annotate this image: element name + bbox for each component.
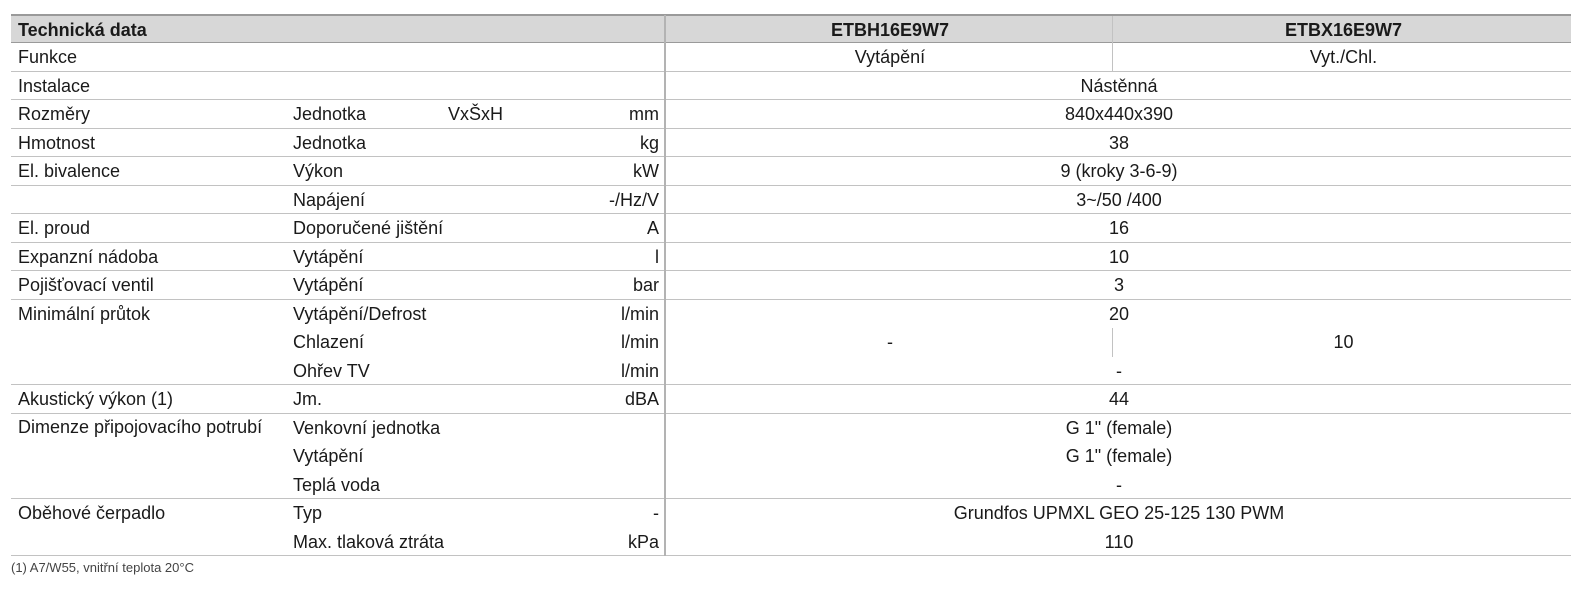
column-divider [664, 185, 666, 215]
param-label: El. proud [18, 218, 91, 238]
value-cell-model-1: - [887, 332, 893, 352]
param-label: Dimenze připojovacího potrubí [18, 416, 263, 437]
table-row [11, 471, 1571, 500]
unit-label: l/min [620, 360, 659, 381]
value-cell-model-1: Vytápění [854, 47, 926, 67]
table-row [11, 100, 1571, 129]
table-row [11, 72, 1571, 101]
param-label: El. bivalence [18, 161, 121, 181]
sub-param-label: Jednotka [293, 132, 367, 153]
column-divider [664, 470, 666, 500]
table-row [11, 214, 1571, 243]
column-divider [664, 242, 666, 272]
column-divider [664, 156, 666, 186]
value-cell: G 1" (female) [1065, 446, 1173, 466]
model-divider [1112, 328, 1113, 357]
value-cell: 840x440x390 [1064, 104, 1174, 124]
column-divider [664, 413, 666, 443]
value-cell: 9 (kroky 3-6-9) [1060, 161, 1178, 181]
table-row [11, 157, 1571, 186]
unit-label: l [655, 246, 659, 267]
sub-param-label: Venkovní jednotka [293, 417, 441, 438]
column-divider [664, 356, 666, 386]
sub-param-label: Vytápění [293, 446, 364, 466]
sub-param-label: Vytápění [293, 246, 364, 267]
model-divider [1112, 43, 1113, 72]
condition-label: VxŠxH [448, 104, 504, 124]
unit-label: l/min [620, 332, 659, 352]
param-label: Oběhové čerpadlo [18, 503, 166, 523]
sub-param-label: Typ [293, 503, 323, 523]
unit-label: l/min [620, 303, 659, 324]
table-title: Technická data [18, 20, 147, 40]
column-divider [664, 441, 666, 471]
column-divider [664, 270, 666, 300]
table-body [11, 43, 1571, 556]
table-row [11, 300, 1571, 329]
sub-param-label: Vytápění [293, 275, 364, 295]
model-2-header: ETBX16E9W7 [1284, 20, 1403, 40]
unit-label: mm [629, 104, 659, 124]
unit-label: kW [633, 161, 659, 181]
spec-table [11, 14, 1571, 556]
table-row [11, 499, 1571, 528]
unit-label: - [653, 503, 659, 523]
column-divider [664, 527, 666, 557]
value-cell: Nástěnná [1080, 75, 1158, 96]
table-row [11, 129, 1571, 158]
value-cell: 10 [1108, 246, 1130, 267]
value-cell: - [1116, 360, 1122, 381]
value-cell: 38 [1108, 132, 1130, 153]
column-divider [664, 327, 666, 357]
param-label: Pojišťovací ventil [18, 275, 154, 295]
column-divider [664, 384, 666, 414]
unit-label: kPa [627, 531, 659, 552]
value-cell: 110 [1104, 531, 1134, 552]
table-row [11, 186, 1571, 215]
param-label: Minimální průtok [18, 303, 151, 324]
value-cell: 44 [1108, 389, 1130, 409]
value-cell: Grundfos UPMXL GEO 25-125 130 PWM [953, 503, 1285, 523]
param-label: Funkce [18, 47, 78, 67]
value-cell-model-2: 10 [1333, 332, 1354, 352]
unit-label: A [646, 218, 659, 238]
sub-param-label: Doporučené jištění [293, 218, 444, 238]
model-divider [1112, 16, 1113, 43]
unit-label: bar [632, 275, 659, 295]
table-row [11, 328, 1571, 357]
table-row [11, 271, 1571, 300]
value-cell: 3 [1113, 275, 1124, 295]
param-label: Expanzní nádoba [18, 246, 159, 267]
param-label: Hmotnost [18, 132, 96, 153]
table-row [11, 528, 1571, 557]
param-label: Instalace [18, 75, 91, 96]
unit-label: kg [639, 132, 659, 153]
table-row [11, 385, 1571, 414]
sub-param-label: Chlazení [293, 332, 365, 352]
value-cell: 16 [1108, 218, 1130, 238]
column-divider [664, 15, 666, 43]
sub-param-label: Výkon [293, 161, 344, 181]
column-divider [664, 128, 666, 158]
table-row [11, 43, 1571, 72]
unit-label: dBA [624, 389, 659, 409]
sub-param-label: Teplá voda [293, 474, 381, 495]
value-cell: G 1" (female) [1065, 417, 1173, 438]
table-row [11, 357, 1571, 386]
param-label: Rozměry [18, 104, 91, 124]
sub-param-label: Jednotka [293, 104, 367, 124]
value-cell-model-2: Vyt./Chl. [1309, 47, 1378, 67]
column-divider [664, 42, 666, 72]
table-row [11, 414, 1571, 443]
table-header [11, 14, 1571, 43]
column-divider [664, 213, 666, 243]
param-label: Akustický výkon (1) [18, 389, 174, 409]
model-1-header: ETBH16E9W7 [830, 20, 950, 40]
column-divider [664, 299, 666, 329]
value-cell: - [1116, 474, 1122, 495]
value-cell: 3~/50 /400 [1076, 189, 1162, 210]
footnote: (1) A7/W55, vnitřní teplota 20°C [11, 560, 194, 575]
column-divider [664, 498, 666, 528]
unit-label: -/Hz/V [608, 189, 659, 210]
sub-param-label: Napájení [293, 189, 366, 210]
sub-param-label: Jm. [293, 389, 322, 409]
table-row [11, 243, 1571, 272]
column-divider [664, 71, 666, 101]
value-cell: 20 [1108, 303, 1130, 324]
sub-param-label: Ohřev TV [293, 360, 370, 381]
sub-param-label: Vytápění/Defrost [293, 303, 427, 324]
column-divider [664, 99, 666, 129]
table-row [11, 442, 1571, 471]
sub-param-label: Max. tlaková ztráta [293, 531, 445, 552]
